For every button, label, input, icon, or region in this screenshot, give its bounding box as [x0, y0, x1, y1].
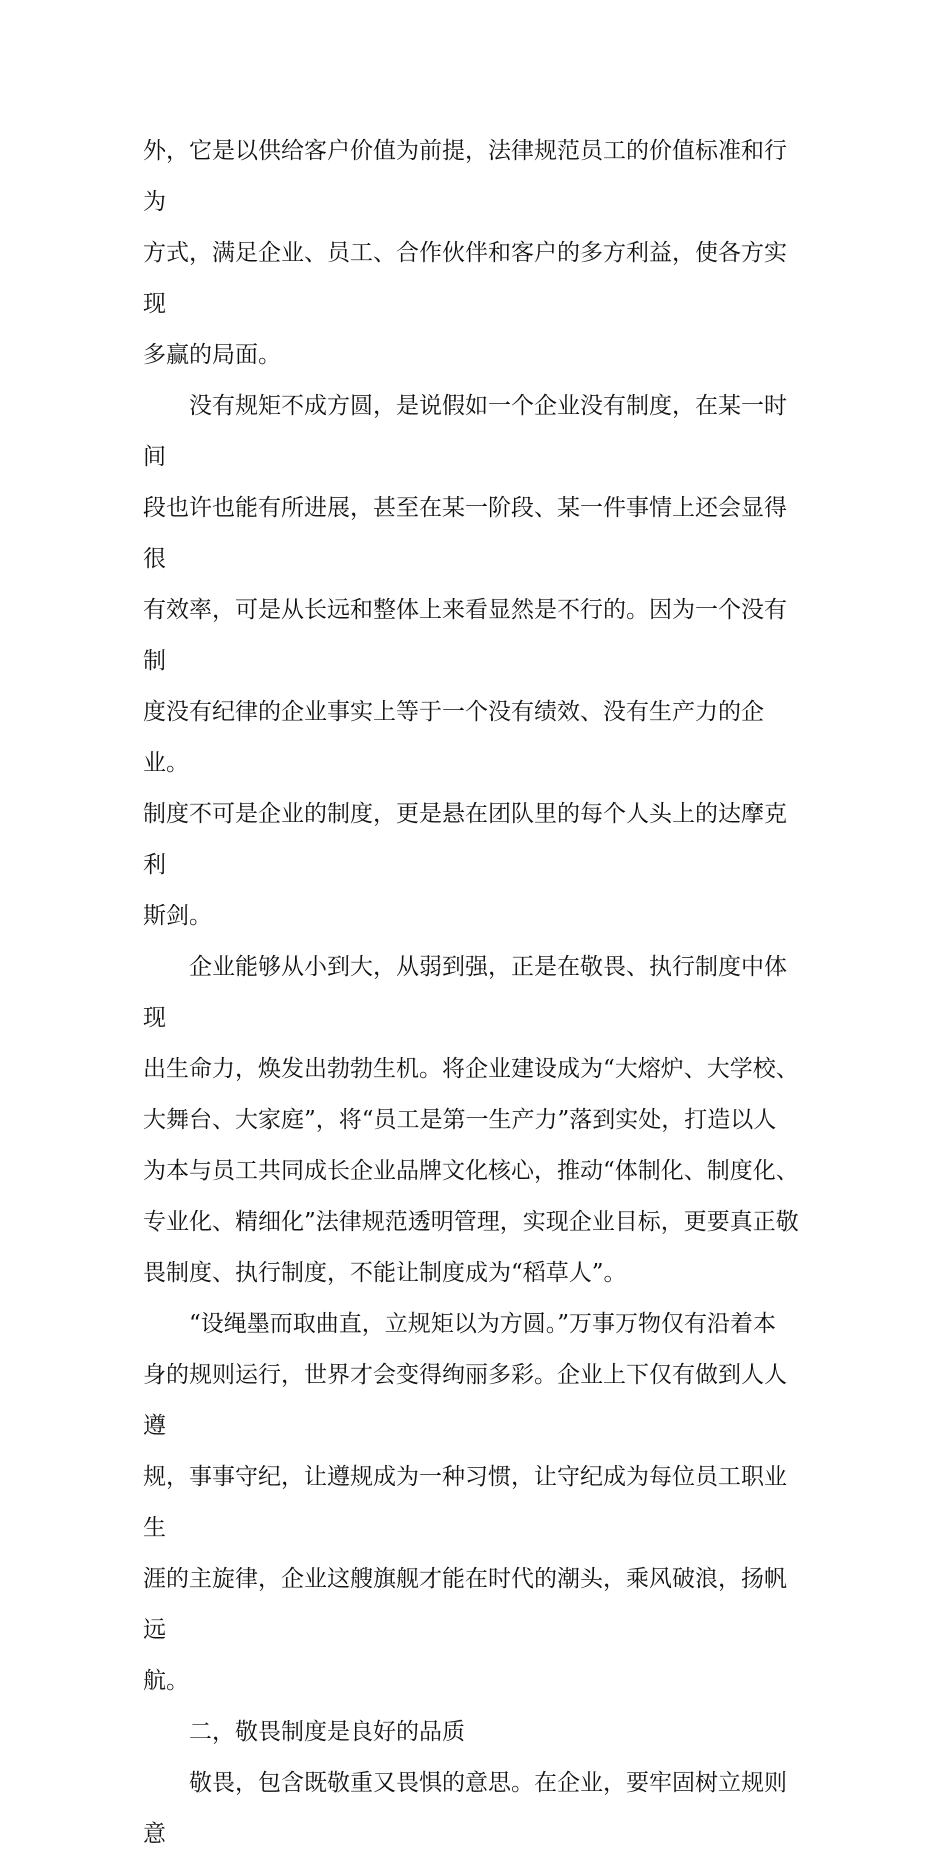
paragraph: [143, 1299, 807, 1707]
text-line: 航。: [143, 1668, 189, 1694]
text-line: 专业化、精细化”法律规范透明管理，实现企业目标，更要真正敬: [143, 1209, 799, 1235]
text-line: 制度不可是企业的制度，更是悬在团队里的每个人头上的达摩克利: [143, 801, 787, 878]
section-heading: [143, 1707, 807, 1758]
document-body: [143, 126, 807, 1860]
text-line: 敬畏，包含既敬重又畏惧的意思。在企业，要牢固树立规则意: [143, 1770, 787, 1847]
text-line: 二，敬畏制度是良好的品质: [189, 1719, 465, 1745]
text-line: 规，事事守纪，让遵规成为一种习惯，让守纪成为每位员工职业生: [143, 1464, 787, 1541]
paragraph: [143, 126, 807, 381]
paragraph: [143, 1758, 807, 1860]
paragraph: [143, 942, 807, 1299]
text-line: “设绳墨而取曲直，立规矩以为方圆。”万事万物仅有沿着本: [189, 1311, 777, 1337]
paragraph: [143, 381, 807, 942]
text-line: 方式，满足企业、员工、合作伙伴和客户的多方利益，使各方实现: [143, 240, 787, 317]
text-line: 为本与员工共同成长企业品牌文化核心，推动“体制化、制度化、: [143, 1158, 799, 1184]
text-line: 没有规矩不成方圆，是说假如一个企业没有制度，在某一时间: [143, 393, 787, 470]
text-line: 度没有纪律的企业事实上等于一个没有绩效、没有生产力的企业。: [143, 699, 764, 776]
text-line: 有效率，可是从长远和整体上来看显然是不行的。因为一个没有制: [143, 597, 787, 674]
text-line: 外，它是以供给客户价值为前提，法律规范员工的价值标准和行为: [143, 138, 787, 215]
text-line: 大舞台、大家庭”，将“员工是第一生产力”落到实处，打造以人: [143, 1107, 777, 1133]
text-line: 多赢的局面。: [143, 342, 281, 368]
text-line: 段也许也能有所进展，甚至在某一阶段、某一件事情上还会显得很: [143, 495, 787, 572]
text-line: 企业能够从小到大，从弱到强，正是在敬畏、执行制度中体现: [143, 954, 787, 1031]
text-line: 身的规则运行，世界才会变得绚丽多彩。企业上下仅有做到人人遵: [143, 1362, 787, 1439]
text-line: 出生命力，焕发出勃勃生机。将企业建设成为“大熔炉、大学校、: [143, 1056, 799, 1082]
text-line: 畏制度、执行制度，不能让制度成为“稻草人”。: [143, 1260, 627, 1286]
text-line: 斯剑。: [143, 903, 212, 929]
text-line: 涯的主旋律，企业这艘旗舰才能在时代的潮头，乘风破浪，扬帆远: [143, 1566, 787, 1643]
